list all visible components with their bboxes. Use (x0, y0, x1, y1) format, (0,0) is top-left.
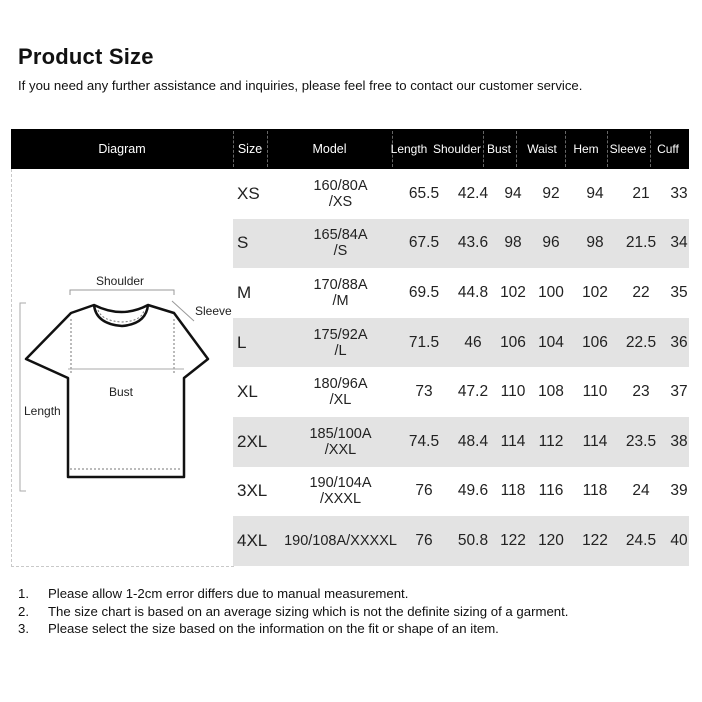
cell-sleeve: 24 (632, 482, 650, 500)
cell-shoulder: 48.4 (457, 432, 489, 450)
notes-list (18, 586, 568, 639)
cell-waist: 92 (542, 184, 560, 202)
table-row (233, 367, 689, 417)
cell-size: 2XL (237, 431, 268, 451)
cell-sleeve: 22 (632, 283, 650, 301)
table-header (11, 129, 689, 169)
header-sleeve: Sleeve (609, 142, 647, 156)
header-model: Model (312, 142, 347, 156)
cell-bust: 114 (500, 432, 526, 450)
cell-size: XL (237, 382, 258, 402)
diagram-label-sleeve: Sleeve (195, 304, 232, 318)
cell-cuff: 40 (670, 531, 688, 549)
cell-hem: 118 (582, 482, 608, 500)
header-length: Length (390, 142, 428, 156)
cell-model: 190/104A /XXXL (309, 475, 372, 508)
cell-length: 65.5 (408, 184, 440, 202)
cell-sleeve: 21.5 (625, 234, 657, 252)
cell-hem: 110 (582, 383, 608, 401)
cell-size: 4XL (237, 530, 268, 550)
cell-model: 170/88A /M (313, 276, 368, 309)
header-diagram: Diagram (98, 142, 146, 156)
cell-model: 180/96A /XL (313, 376, 368, 409)
table-row (233, 169, 689, 219)
cell-bust: 106 (500, 333, 526, 351)
cell-cuff: 34 (670, 234, 688, 252)
cell-hem: 106 (582, 333, 608, 351)
cell-waist: 112 (538, 432, 564, 450)
header-waist: Waist (527, 142, 557, 156)
cell-length: 71.5 (408, 333, 440, 351)
header-size: Size (237, 142, 263, 156)
diagram-label-length: Length (24, 404, 61, 418)
note-text: The size chart is based on an average sizing which is not the definite sizing of a garment. (48, 603, 569, 619)
cell-model: 165/84A /S (313, 227, 368, 260)
note-item (18, 586, 568, 604)
header-bust: Bust (486, 142, 511, 156)
cell-model: 175/92A /L (313, 326, 368, 359)
note-number: 1. (18, 586, 29, 601)
cell-size: XS (237, 183, 260, 203)
cell-shoulder: 46 (464, 333, 482, 351)
cell-sleeve: 24.5 (625, 531, 657, 549)
cell-cuff: 33 (670, 184, 688, 202)
table-row (233, 219, 689, 269)
tshirt-diagram (11, 169, 234, 567)
cell-shoulder: 43.6 (457, 234, 489, 252)
cell-length: 74.5 (408, 432, 440, 450)
cell-model: 190/108A/XXXXL (284, 532, 397, 549)
cell-size: 3XL (237, 481, 268, 501)
table-row (233, 467, 689, 517)
cell-hem: 102 (582, 283, 608, 301)
cell-sleeve: 21 (632, 184, 650, 202)
note-text: Please select the size based on the information on the fit or shape of an item. (48, 621, 499, 636)
cell-waist: 108 (538, 383, 564, 401)
cell-size: L (237, 332, 247, 352)
cell-length: 76 (415, 482, 433, 500)
cell-shoulder: 49.6 (457, 482, 489, 500)
cell-shoulder: 42.4 (457, 184, 489, 202)
cell-waist: 120 (538, 531, 564, 549)
cell-hem: 114 (582, 432, 608, 450)
cell-shoulder: 44.8 (457, 283, 489, 301)
tshirt-illustration (12, 169, 234, 566)
cell-size: S (237, 233, 249, 253)
note-item (18, 604, 568, 622)
cell-hem: 122 (582, 531, 608, 549)
cell-bust: 94 (504, 184, 522, 202)
cell-bust: 102 (500, 283, 526, 301)
header-cuff: Cuff (657, 142, 679, 156)
note-item (18, 621, 568, 639)
cell-bust: 118 (500, 482, 526, 500)
cell-length: 76 (415, 531, 433, 549)
table-row (233, 268, 689, 318)
page-subtitle: If you need any further assistance and inquiries, please feel free to contact our customer service. (18, 78, 583, 93)
cell-sleeve: 22.5 (625, 333, 657, 351)
cell-cuff: 39 (670, 482, 688, 500)
cell-model: 160/80A /XS (313, 177, 368, 210)
table-row (233, 318, 689, 368)
cell-waist: 100 (538, 283, 564, 301)
size-table (11, 129, 689, 566)
cell-bust: 122 (500, 531, 526, 549)
cell-cuff: 38 (670, 432, 688, 450)
cell-length: 73 (415, 383, 433, 401)
cell-hem: 94 (586, 184, 604, 202)
cell-length: 69.5 (408, 283, 440, 301)
cell-cuff: 37 (670, 383, 688, 401)
cell-size: M (237, 282, 252, 302)
note-text: Please allow 1-2cm error differs due to manual measurement. (48, 586, 409, 601)
note-number: 2. (18, 603, 29, 619)
cell-cuff: 35 (670, 283, 688, 301)
header-hem: Hem (573, 142, 599, 156)
cell-hem: 98 (586, 234, 604, 252)
cell-sleeve: 23.5 (625, 432, 657, 450)
cell-waist: 104 (538, 333, 564, 351)
page-title: Product Size (18, 44, 154, 69)
cell-cuff: 36 (670, 333, 688, 351)
table-row (233, 417, 689, 467)
cell-model: 185/100A /XXL (309, 425, 372, 458)
table-row (233, 516, 689, 566)
cell-length: 67.5 (408, 234, 440, 252)
diagram-label-bust: Bust (109, 385, 134, 399)
cell-sleeve: 23 (632, 383, 650, 401)
cell-shoulder: 50.8 (457, 531, 489, 549)
cell-shoulder: 47.2 (457, 383, 489, 401)
cell-bust: 110 (500, 383, 526, 401)
cell-waist: 96 (542, 234, 560, 252)
note-number: 3. (18, 621, 29, 636)
diagram-label-shoulder: Shoulder (96, 274, 145, 288)
cell-waist: 116 (538, 482, 564, 500)
cell-bust: 98 (504, 234, 522, 252)
header-shoulder: Shoulder (432, 142, 482, 156)
